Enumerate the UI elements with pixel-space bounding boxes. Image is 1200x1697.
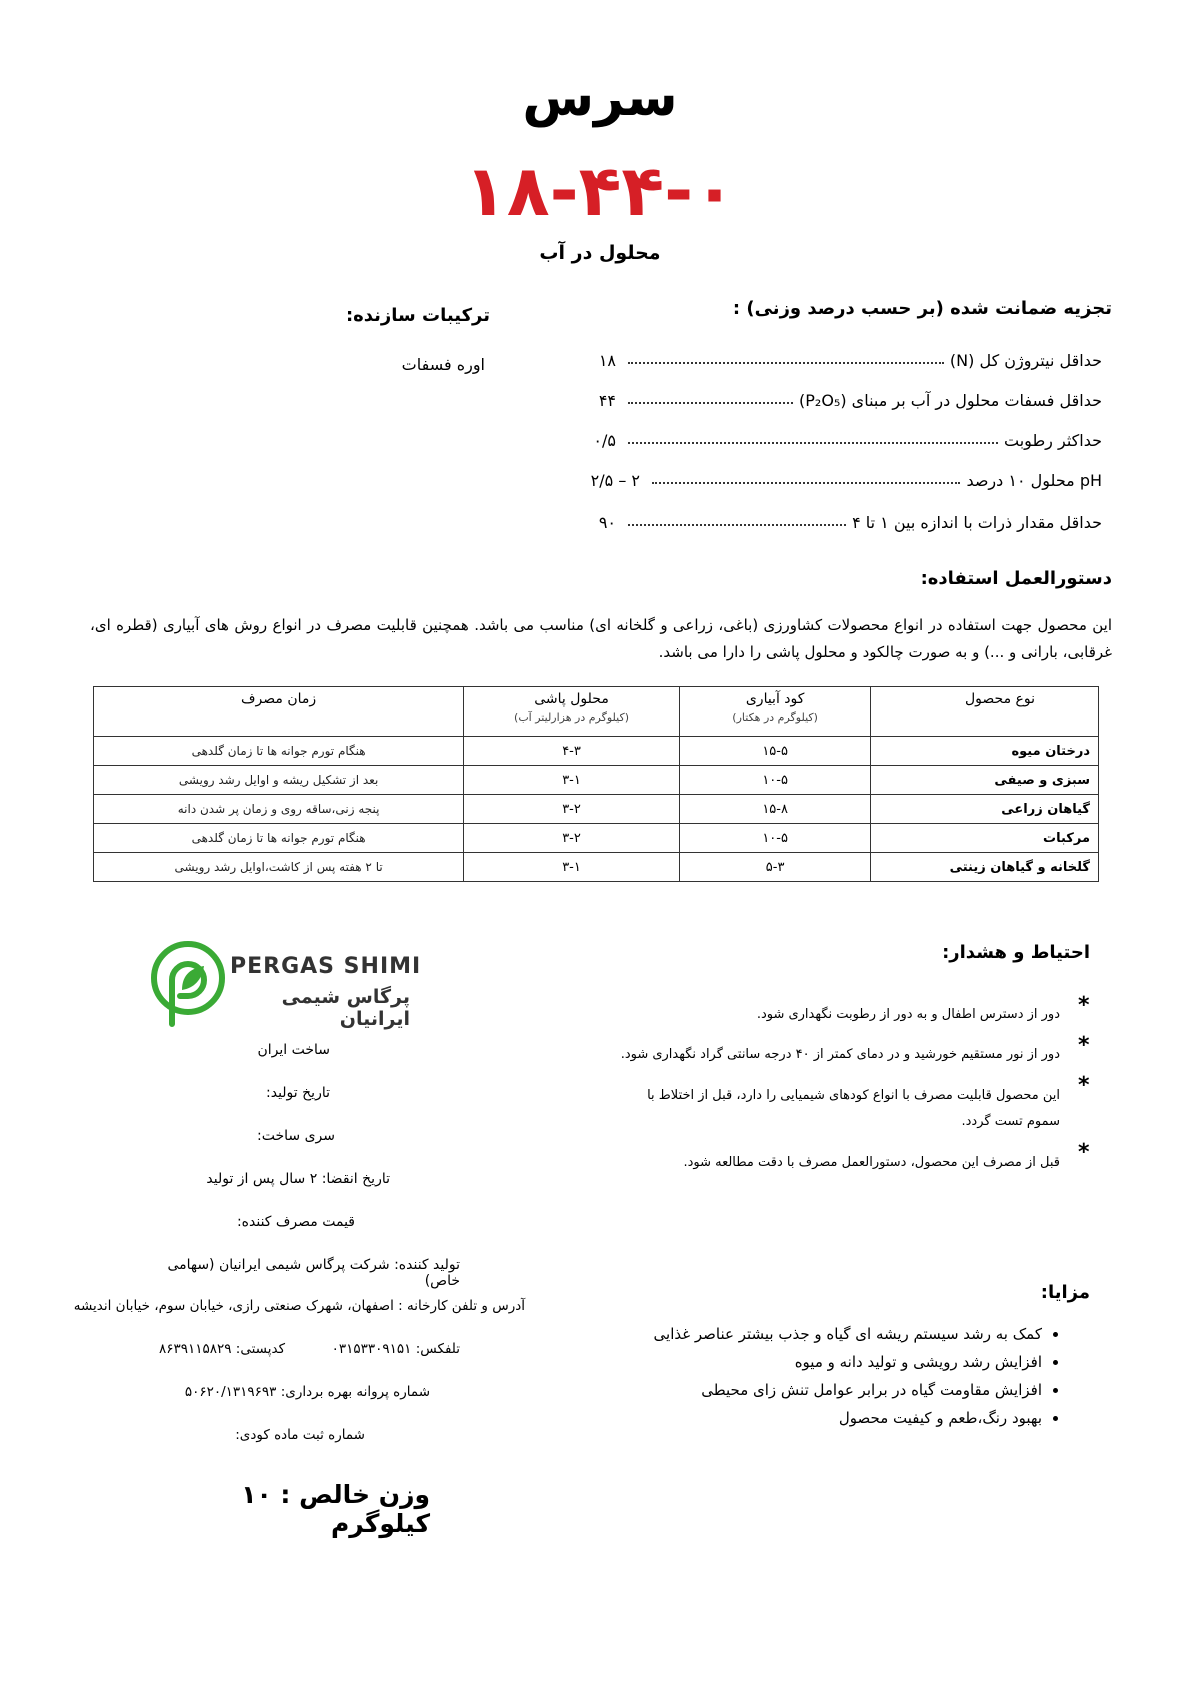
factory-address: آدرس و تلفن کارخانه : اصفهان، شهرک صنعتی رازی، خیابان سوم، خیابان اندیشه xyxy=(73,1298,525,1314)
cell-spray: ۳-۱ xyxy=(464,853,680,882)
analysis-label: حداکثر رطوبت xyxy=(1004,431,1102,450)
analysis-row xyxy=(580,340,1102,370)
product-title: سرس xyxy=(522,68,678,128)
warning-star: * xyxy=(1078,1033,1090,1058)
header-time: زمان مصرف xyxy=(94,687,464,737)
company-logo xyxy=(148,940,428,1030)
cell-irrigation: ۱۵-۵ xyxy=(679,737,871,766)
analysis-value: ۲ – ۲/۵ xyxy=(590,471,640,490)
warning-star: * xyxy=(1078,1073,1090,1098)
warning-item: قبل از مصرف این محصول، دستورالعمل مصرف با دقت مطالعه شود. xyxy=(683,1155,1060,1170)
leader-dots xyxy=(628,361,944,364)
logo-name-en: PERGAS SHIMI xyxy=(230,954,422,979)
cell-spray: ۴-۳ xyxy=(464,737,680,766)
warning-star: * xyxy=(1078,993,1090,1018)
warnings-heading: احتیاط و هشدار: xyxy=(942,942,1090,963)
table-row xyxy=(94,853,1099,882)
leader-dots xyxy=(628,523,846,526)
registration-number: شماره ثبت ماده کودی: xyxy=(235,1427,365,1443)
warning-item: دور از نور مستقیم خورشید و در دمای کمتر از ۴۰ درجه سانتی گراد نگهداری شود. xyxy=(620,1047,1060,1062)
table-row xyxy=(94,766,1099,795)
product-grade: ۱۸-۴۴-۰ xyxy=(464,150,736,232)
warning-star: * xyxy=(1078,1140,1090,1165)
cell-product: گلخانه و گیاهان زینتی xyxy=(871,853,1099,882)
composition-heading: ترکیبات سازنده: xyxy=(345,305,490,326)
cell-time: هنگام تورم جوانه ها تا زمان گلدهی xyxy=(94,824,464,853)
product-subtitle: محلول در آب xyxy=(539,242,661,264)
expiry-date: تاریخ انقضا: ۲ سال پس از تولید xyxy=(206,1171,390,1187)
analysis-value: ۹۰ xyxy=(598,513,616,532)
cell-irrigation: ۱۰-۵ xyxy=(679,824,871,853)
analysis-label: حداقل نیتروژن کل (N) xyxy=(949,351,1102,370)
cell-irrigation: ۱۰-۵ xyxy=(679,766,871,795)
batch-number: سری ساخت: xyxy=(257,1128,335,1144)
analysis-label: حداقل مقدار ذرات با اندازه بین ۱ تا ۴ xyxy=(852,513,1102,532)
logo-name-fa: پرگاس شیمی ایرانیان xyxy=(281,986,410,1030)
table-row xyxy=(94,737,1099,766)
analysis-row xyxy=(580,380,1102,410)
composition-value: اوره فسفات xyxy=(401,355,485,374)
warning-item: این محصول قابلیت مصرف با انواع کودهای شیمیایی را دارد، قبل از اختلاط با سموم تست گردد. xyxy=(647,1088,1060,1129)
cell-irrigation: ۱۵-۸ xyxy=(679,795,871,824)
table-row xyxy=(94,824,1099,853)
analysis-value: ۴۴ xyxy=(598,391,616,410)
usage-heading: دستورالعمل استفاده: xyxy=(920,568,1112,589)
cell-product: سبزی و صیفی xyxy=(871,766,1099,795)
cell-product: گیاهان زراعی xyxy=(871,795,1099,824)
cell-time: پنجه زنی،ساقه روی و زمان پر شدن دانه xyxy=(94,795,464,824)
analysis-row xyxy=(580,502,1102,532)
license-number: شماره پروانه بهره برداری: ۵۰۶۲۰/۱۳۱۹۶۹۳ xyxy=(184,1384,430,1400)
analysis-heading: تجزیه ضمانت شده (بر حسب درصد وزنی) : xyxy=(732,298,1112,319)
cell-product: مرکبات xyxy=(871,824,1099,853)
production-date: تاریخ تولید: xyxy=(266,1085,330,1101)
advantages-list xyxy=(640,1320,1078,1432)
table-row xyxy=(94,795,1099,824)
advantage-item: • بهبود رنگ،طعم و کیفیت محصول xyxy=(640,1404,1042,1432)
cell-time: هنگام تورم جوانه ها تا زمان گلدهی xyxy=(94,737,464,766)
usage-text: این محصول جهت استفاده در انواع محصولات کشاورزی (باغی، زراعی و گلخانه ای) مناسب می باشد. همچنین قابلیت مصرف در انواع روش های آبیاری (قطره ای، غرقابی، بارانی و ...) و به صورت چالکود و محلول پاشی را دارا می باشد. xyxy=(90,616,1112,661)
advantage-item: • کمک به رشد سیستم ریشه ای گیاه و جذب بیشتر عناصر غذایی xyxy=(640,1320,1042,1348)
advantage-item: • افزایش مقاومت گیاه در برابر عوامل تنش زای محیطی xyxy=(640,1376,1042,1404)
header-spray: محلول پاشی (کیلوگرم در هزارلیتر آب) xyxy=(464,687,680,737)
leader-dots xyxy=(628,441,998,444)
consumer-price: قیمت مصرف کننده: xyxy=(236,1214,355,1230)
made-in: ساخت ایران xyxy=(257,1042,330,1058)
cell-spray: ۳-۲ xyxy=(464,824,680,853)
leader-dots xyxy=(652,481,960,484)
advantages-heading: مزایا: xyxy=(1040,1282,1090,1303)
header-product: نوع محصول xyxy=(871,687,1099,737)
leaf-p-icon xyxy=(148,940,228,1028)
header-irrigation: کود آبیاری (کیلوگرم در هکتار) xyxy=(679,687,871,737)
cell-product: درختان میوه xyxy=(871,737,1099,766)
postal-code: کدپستی: ۸۶۳۹۱۱۵۸۲۹ xyxy=(159,1341,285,1357)
net-weight: وزن خالص : ۱۰ کیلوگرم xyxy=(241,1480,430,1538)
analysis-row xyxy=(580,460,1102,490)
cell-spray: ۳-۲ xyxy=(464,795,680,824)
producer: تولید کننده: شرکت پرگاس شیمی ایرانیان (سهامی خاص) xyxy=(167,1257,460,1289)
cell-spray: ۳-۱ xyxy=(464,766,680,795)
leader-dots xyxy=(628,401,793,404)
dosage-table xyxy=(93,686,1099,882)
analysis-label: pH محلول ۱۰ درصد xyxy=(966,471,1102,490)
cell-irrigation: ۵-۳ xyxy=(679,853,871,882)
analysis-label: حداقل فسفات محلول در آب بر مبنای (P₂O₅) xyxy=(799,391,1102,410)
advantage-item: • افزایش رشد رویشی و تولید دانه و میوه xyxy=(640,1348,1042,1376)
analysis-value: ۰/۵ xyxy=(593,431,616,450)
fax-number: تلفکس: ۰۳۱۵۳۳۰۹۱۵۱ xyxy=(331,1341,460,1357)
table-header-row xyxy=(94,687,1099,737)
warning-item: دور از دسترس اطفال و به دور از رطوبت نگهداری شود. xyxy=(756,1007,1060,1022)
cell-time: بعد از تشکیل ریشه و اوایل رشد رویشی xyxy=(94,766,464,795)
cell-time: تا ۲ هفته پس از کاشت،اوایل رشد رویشی xyxy=(94,853,464,882)
analysis-row xyxy=(580,420,1102,450)
analysis-value: ۱۸ xyxy=(598,351,616,370)
